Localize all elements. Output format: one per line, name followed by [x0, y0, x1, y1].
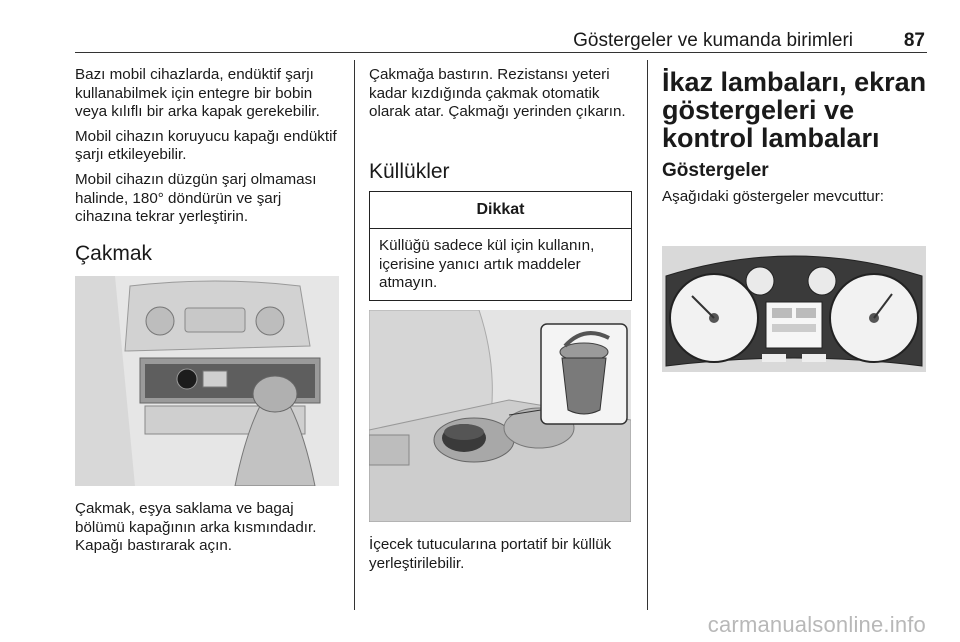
- ashtray-illustration: [369, 310, 631, 522]
- paragraph: Aşağıdaki göstergeler mevcuttur:: [662, 188, 885, 205]
- figure-caption: Çakmak, eşya saklama ve bagaj bölümü kapağının arka kısmındadır. Kapağı bastırarak açın.: [75, 500, 317, 555]
- cigarette-lighter-illustration: [75, 276, 339, 486]
- page-header: [75, 30, 927, 53]
- section-heading-ikaz-lambalari: İkaz lambaları, ekran göstergeleri ve kontrol lambaları: [662, 67, 927, 153]
- section-heading-kulluker: Küllükler: [369, 160, 450, 183]
- subheading-gostergeler: Göstergeler: [662, 160, 769, 181]
- watermark: carmanualsonline.info: [707, 612, 926, 637]
- section-heading-cakmak: Çakmak: [75, 242, 153, 265]
- paragraph: Mobil cihazın düzgün şarj olmaması halinde, 180° döndürün ve şarj cihazına tekrar yerleştirin.: [75, 170, 317, 226]
- header-title: Göstergeler ve kumanda birimleri: [573, 30, 853, 51]
- column-divider: [647, 60, 648, 610]
- paragraph: Çakmağa bastırın. Rezistansı yeteri kadar kızdığında çakmak otomatik olarak atar. Çakmağı yerinden çıkarın.: [369, 66, 626, 121]
- paragraph: Mobil cihazın koruyucu kapağı endüktif şarjı etkileyebilir.: [75, 127, 337, 164]
- figure-caption: İçecek tutucularına portatif bir küllük yerleştirilebilir.: [369, 536, 612, 572]
- page-number: 87: [903, 30, 925, 51]
- notice-title: Dikkat: [370, 192, 631, 229]
- instrument-cluster-illustration: [662, 246, 926, 372]
- column-divider: [354, 60, 355, 610]
- notice-box: [369, 191, 632, 301]
- notice-body: Küllüğü sadece kül için kullanın, içerisine yanıcı artık maddeler atmayın.: [379, 237, 595, 292]
- column-1: [75, 66, 341, 233]
- paragraph: Bazı mobil cihazlarda, endüktif şarjı kullanabilmek için entegre bir bobin veya kılıflı bir arka kapak gerekebilir.: [75, 66, 320, 121]
